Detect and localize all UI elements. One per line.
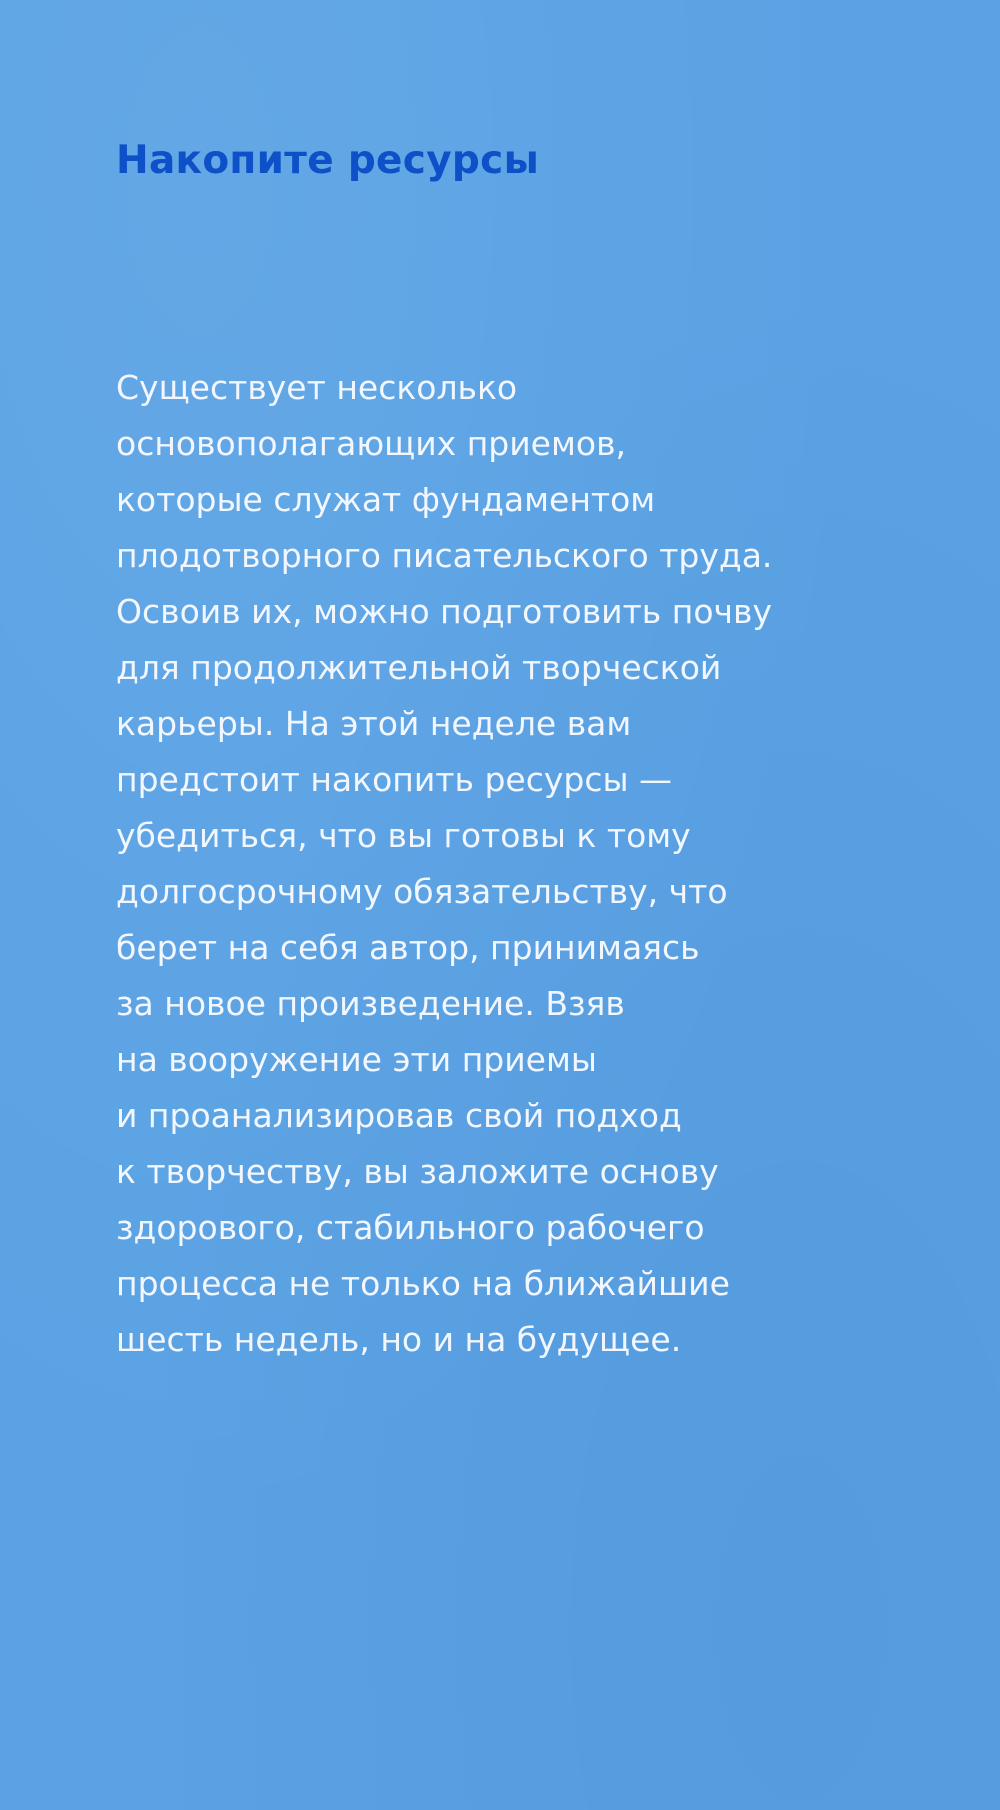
paragraph-line: шесть недель, но и на будущее. — [116, 1320, 682, 1359]
paragraph-line: для продолжительной творческой — [116, 648, 722, 687]
paragraph-line: берет на себя автор, принимаясь — [116, 928, 700, 967]
section-heading: Накопите ресурсы — [116, 138, 540, 183]
paragraph-line: карьеры. На этой неделе вам — [116, 704, 632, 743]
paragraph-line: убедиться, что вы готовы к тому — [116, 816, 691, 855]
body-paragraph — [116, 360, 976, 1368]
paragraph-line: и проанализировав свой подход — [116, 1096, 682, 1135]
paragraph-line: плодотворного писательского труда. — [116, 536, 773, 575]
paragraph-line: Освоив их, можно подготовить почву — [116, 592, 772, 631]
paragraph-line: к творчеству, вы заложите основу — [116, 1152, 719, 1191]
paragraph-line: основополагающих приемов, — [116, 424, 627, 463]
paragraph-line: на вооружение эти приемы — [116, 1040, 597, 1079]
paragraph-line: которые служат фундаментом — [116, 480, 656, 519]
paragraph-line: долгосрочному обязательству, что — [116, 872, 728, 911]
paragraph-line: здорового, стабильного рабочего — [116, 1208, 705, 1247]
paragraph-line: процесса не только на ближайшие — [116, 1264, 730, 1303]
paragraph-line: за новое произведение. Взяв — [116, 984, 625, 1023]
paragraph-line: предстоит накопить ресурсы — — [116, 760, 673, 799]
paragraph-line: Существует несколько — [116, 368, 518, 407]
